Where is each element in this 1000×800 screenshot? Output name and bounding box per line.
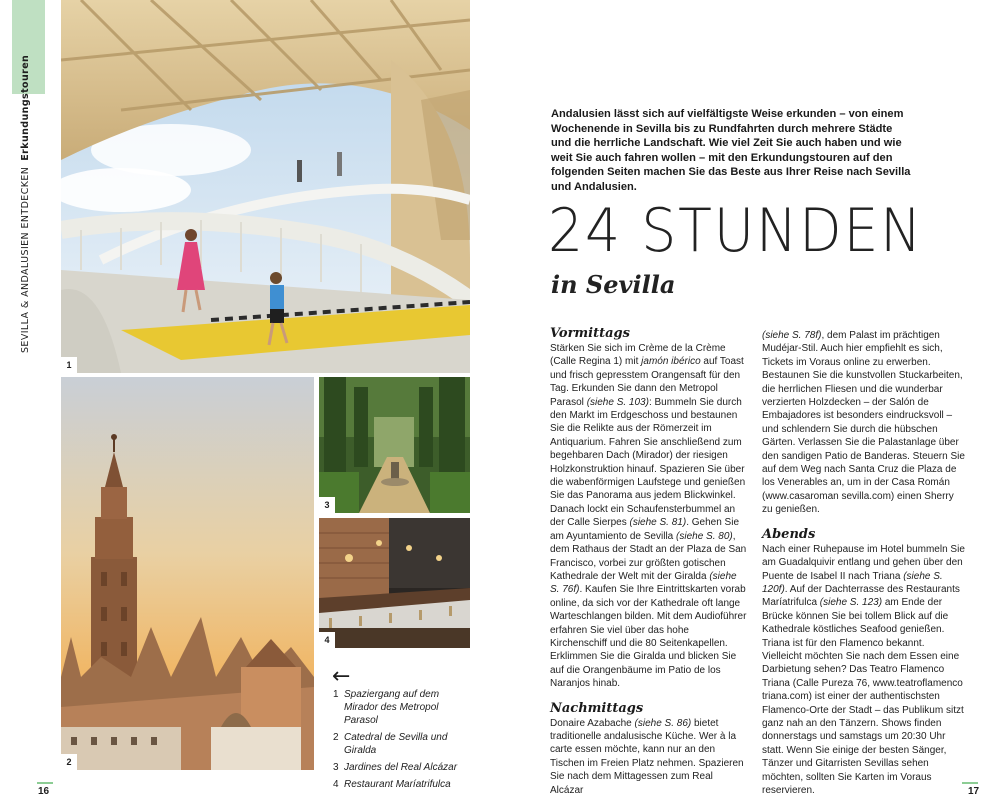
- paragraph-nachmittags-continued: (siehe S. 78f), dem Palast im prächtigen Mudéjar-Stil. Auch hier empfiehlt es sich, Tickets im Voraus online zu erwerben. Bestaunen Sie die kunstvollen Stuckarbeiten, die herrlichen Fliesen und die wunderbar verzierten Holzdecken – der Salón de Embajadores ist besonders eindrucksvoll – und schlendern Sie durch die hübschen Gärten. Verlassen Sie die Palastanlage über den sandigen Patio de Banderas. Steuern Sie auf dem Weg nach Santa Cruz die Plaza de los Venerables an, um in der Casa Román (www.casaroman sevilla.com) einen Sherry zu genießen.: [762, 330, 965, 516]
- heading-vormittags: Vormittags: [550, 326, 630, 341]
- arrow-left-icon: ←: [332, 664, 351, 689]
- caption-item: 2 Catedral de Sevilla und Giralda: [333, 732, 448, 756]
- page-rule-left: [37, 782, 53, 784]
- section-label: SEVILLA & ANDALUSIEN ENTDECKEN: [20, 166, 31, 353]
- paragraph-vormittags: Stärken Sie sich im Crème de la Crème (Calle Regina 1) mit jamón ibérico auf Toast und frisch gepresstem Orangensaft für den Tag. Erkunden Sie dann den Metropol Parasol (siehe S. 103): Bummeln Sie durch den Markt im Erdgeschoss und bestaunen Sie die Relikte aus der Römerzeit im Antiquarium. Fahren Sie anschließend zum begehbaren Dach (Mirador) der riesigen Holzkonstruktion hinauf. Spazieren Sie über die wabenförmigen Laufstege und genießen Sie das Panorama aus jedem Blickwinkel. Danach lockt ein Schaufensterbummel an der Calle Sierpes (siehe S. 81). Gehen Sie am Ayuntamiento de Sevilla (siehe S. 80), dem Rathaus der Stadt an der Plaza de San Francisco, vorbei zur größten gotischen Kathedrale der Welt mit der Giralda (siehe S. 76f). Kaufen Sie Ihre Eintrittskarten vorab online, da sich vor der Kathedrale oft lange Warteschlangen bilden. Mit dem Audioführer erfahren Sie viel über das hohe Kirchenschiff und die 80 Seitenkapellen. Erklimmen Sie die Giralda und blicken Sie auf die Orangenbäume im Patio de los Naranjos hinab.: [550, 343, 747, 690]
- photo-number: 4: [319, 632, 335, 648]
- text-column-1: [550, 326, 747, 797]
- photo-metropol-parasol: [61, 0, 470, 373]
- text-column-2: [762, 329, 967, 797]
- photo-number: 2: [61, 754, 77, 770]
- caption-item: 1 Spaziergang auf dem Mirador des Metropol Parasol: [333, 689, 440, 726]
- paragraph-nachmittags-start: Donaire Azabache (siehe S. 86) bietet traditionelle andalusische Küche. Wer à la carte essen möchte, kann nur an den Tischen im Freien Platz nehmen. Spazieren Sie nach dem Mittagessen zum Real Alcázar: [550, 717, 744, 796]
- page-rule-right: [962, 782, 978, 784]
- page-title: 24 STUNDEN: [548, 196, 924, 266]
- heading-nachmittags: Nachmittags: [550, 700, 644, 716]
- paragraph-abends: Nach einer Ruhepause im Hotel bummeln Sie am Guadalquivir entlang und gehen über den Puente de Isabel II nach Triana (siehe S. 120f). Auf der Dachterrasse des Restaurants Maríatrifulca (siehe S. 123) am Ende der Brücke können Sie bei tollem Blick auf die Kathedrale köstliches Seafood genießen. Triana ist für den Flamenco bekannt. Vielleicht möchten Sie nach dem Essen eine Darbietung sehen? Das Teatro Flamenco Triana (Calle Pureza 76, www.teatroflamenco triana.com) ist einer der authentischsten Flamenco-Orte der Stadt – das Publikum sitzt ganz nah an den Tänzern. Shows finden donnerstags und samstags um 20:30 Uhr statt. Wenn Sie einige der besten Sänger, Tänzer und Gitarristen Sevillas sehen möchten, sollten Sie Karten im Voraus reservieren.: [762, 543, 965, 796]
- photo-number: 1: [61, 357, 77, 373]
- page-subtitle: in Sevilla: [551, 270, 676, 299]
- heading-abends: Abends: [762, 526, 816, 542]
- photo-giralda: [61, 377, 314, 770]
- photo-alcazar-gardens: [319, 377, 470, 513]
- running-header: [20, 54, 36, 353]
- intro-paragraph: Andalusien lässt sich auf vielfältigste Weise erkunden – von einem Wochenende in Sevilla bis zu Rundfahrten durch mehrere Städte und die herrliche Landschaft. Wie viel Zeit Sie auch haben und wie weit Sie auch fahren wollen – mit den Erkundungstouren auf den folgenden Seiten machen Sie das Beste aus Ihrer Reise nach Sevilla und Andalusien.: [551, 108, 911, 193]
- photo-restaurant: [319, 518, 470, 648]
- photo-captions: [333, 688, 473, 795]
- photo-number: 3: [319, 497, 335, 513]
- page-number-left: 16: [38, 786, 50, 797]
- page-number-right: 17: [968, 786, 980, 797]
- caption-item: 4 Restaurant Maríatrifulca: [333, 779, 451, 790]
- caption-item: 3 Jardines del Real Alcázar: [333, 762, 458, 773]
- chapter-label: Erkundungstouren: [20, 54, 31, 161]
